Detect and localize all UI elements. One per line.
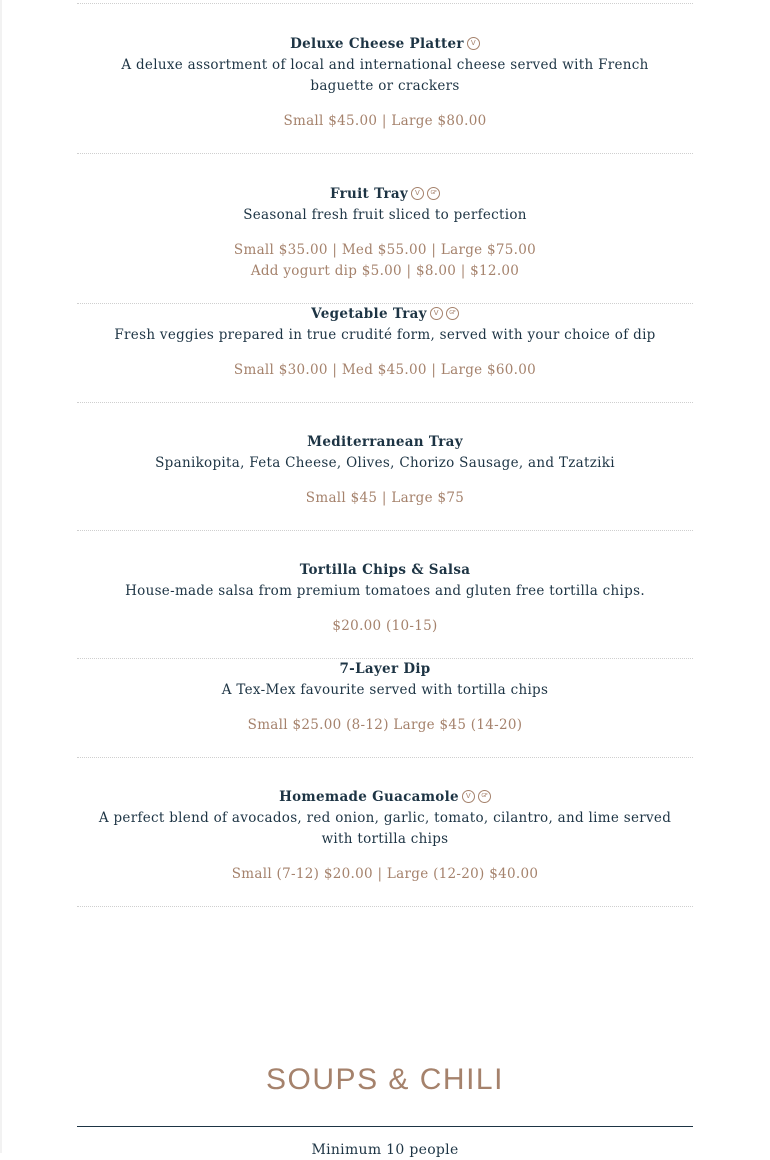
item-price: Small (7-12) $20.00 | Large (12-20) $40.00 bbox=[231, 866, 539, 882]
section-rule bbox=[77, 1126, 693, 1127]
item-name: Mediterranean Tray bbox=[307, 434, 463, 450]
gluten-free-icon: GF bbox=[478, 790, 491, 803]
item-description: House-made salsa from premium tomatoes and gluten free tortilla chips. bbox=[125, 583, 645, 599]
gluten-free-icon: GF bbox=[427, 187, 440, 200]
menu-item-deluxe-cheese-platter bbox=[77, 4, 693, 132]
menu-item-vegetable-tray bbox=[77, 304, 693, 381]
section-note: Minimum 10 people bbox=[311, 1142, 459, 1158]
item-description: A perfect blend of avocados, red onion, garlic, tomato, cilantro, and lime served with tortilla chips bbox=[98, 810, 672, 847]
item-name: Fruit Tray V GF bbox=[77, 184, 693, 205]
gluten-free-icon: GF bbox=[446, 307, 459, 320]
item-description: Seasonal fresh fruit sliced to perfection bbox=[243, 207, 527, 223]
menu-item-mediterranean-tray bbox=[77, 403, 693, 509]
item-name: Deluxe Cheese Platter V bbox=[77, 34, 693, 55]
item-name: Vegetable Tray V GF bbox=[77, 304, 693, 325]
page-edge bbox=[0, 0, 2, 1153]
item-price: Small $25.00 (8-12) Large $45 (14-20) bbox=[247, 717, 523, 733]
item-name: 7-Layer Dip bbox=[339, 661, 431, 677]
vegetarian-icon: V bbox=[467, 37, 480, 50]
item-description: Fresh veggies prepared in true crudité form, served with your choice of dip bbox=[114, 327, 656, 343]
divider bbox=[77, 906, 693, 907]
menu-item-7-layer-dip bbox=[77, 659, 693, 736]
vegetarian-icon: V bbox=[462, 790, 475, 803]
item-name: Homemade Guacamole V GF bbox=[77, 787, 693, 808]
menu-item-fruit-tray bbox=[77, 154, 693, 282]
vegetarian-icon: V bbox=[430, 307, 443, 320]
item-price: Small $45 | Large $75 bbox=[305, 490, 465, 506]
item-description: A deluxe assortment of local and international cheese served with French baguette or crackers bbox=[121, 57, 649, 94]
item-description: A Tex-Mex favourite served with tortilla chips bbox=[221, 682, 549, 698]
item-price: Small $35.00 | Med $55.00 | Large $75.00 bbox=[233, 242, 537, 258]
vegetarian-icon: V bbox=[411, 187, 424, 200]
section-title: SOUPS & CHILI bbox=[266, 1063, 504, 1096]
menu-item-homemade-guacamole bbox=[77, 758, 693, 885]
item-price-addon: Add yogurt dip $5.00 | $8.00 | $12.00 bbox=[250, 263, 520, 279]
item-price: $20.00 (10-15) bbox=[332, 618, 438, 634]
item-name: Tortilla Chips & Salsa bbox=[299, 562, 471, 578]
menu-item-tortilla-chips-salsa bbox=[77, 531, 693, 637]
item-price: Small $45.00 | Large $80.00 bbox=[283, 113, 487, 129]
item-price: Small $30.00 | Med $45.00 | Large $60.00 bbox=[233, 362, 537, 378]
item-description: Spanikopita, Feta Cheese, Olives, Chorizo Sausage, and Tzatziki bbox=[155, 455, 615, 471]
menu-list bbox=[77, 0, 693, 907]
